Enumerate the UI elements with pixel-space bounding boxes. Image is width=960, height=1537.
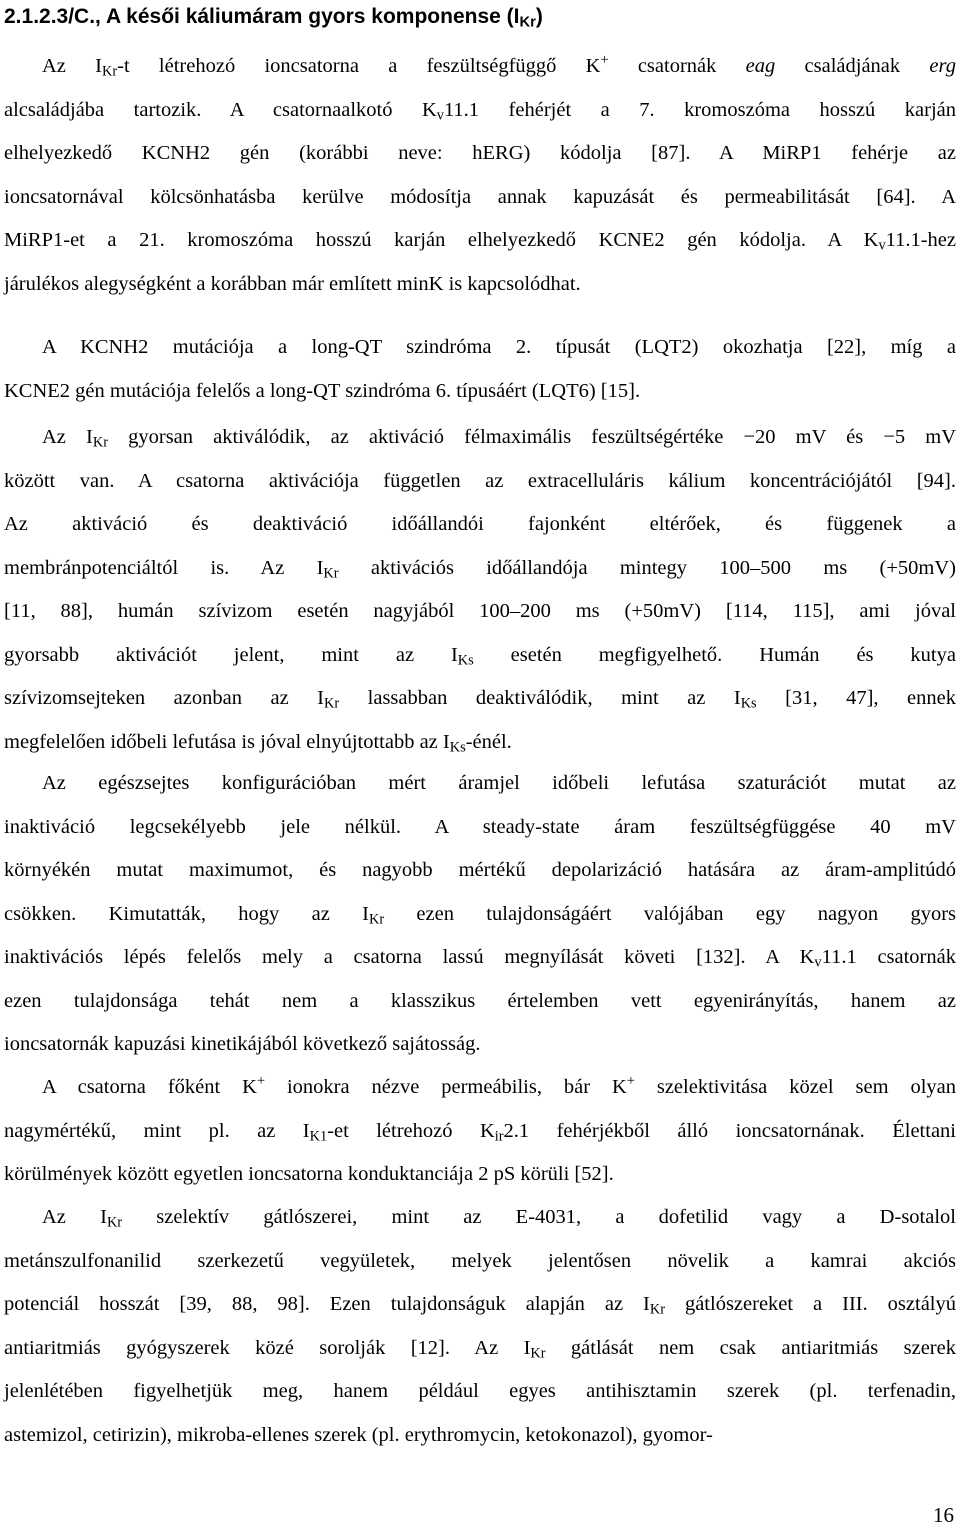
subscript: v [436,107,444,124]
paragraph [0,45,960,306]
text-run: ionokra nézve permeábilis, bár K [265,1076,627,1098]
text-run: szívizomsejteken azonban az I [4,687,325,709]
paragraph [0,416,960,764]
text-line [0,370,960,414]
text-line [0,936,960,980]
text-line [0,89,960,133]
text-line [0,1327,960,1371]
text-run: potenciál hosszát [39, 88, 98]. Ezen tulajdonságuk alapján az I [4,1293,650,1315]
text-run: aktivációs időállandója mintegy 100–500 ms (+50mV) [338,556,956,579]
text-run: astemizol, cetirizin), mikroba-ellenes szerek (pl. erythromycin, ketokonazol), gyomor- [4,1423,713,1446]
italic-term: eag [745,55,776,77]
text-line [0,176,960,220]
text-line [0,590,960,634]
text-run: 11.1-hez [885,229,956,251]
text-run: környékén mutat maximumot, és nagyobb mértékű depolarizáció hatására az áram-amplitúdó [4,859,956,881]
text-line [0,849,960,893]
text-run: Az aktiváció és deaktiváció időállandói fajonként eltérőek, és függenek a [4,513,956,535]
text-run: 11.1 csatornák [821,946,956,968]
text-run: Az egészsejtes konfigurációban mért áramjel időbeli lefutása szaturációt mutat az [42,772,956,794]
superscript: + [626,1073,635,1090]
text-run: elhelyezkedő KCNH2 gén (korábbi neve: hERG) kódolja [87]. A MiRP1 fehérje az [4,142,956,164]
text-line [0,132,960,176]
text-run: inaktiváció legcsekélyebb jele nélkül. A steady-state áram feszültségfüggése 40 mV [4,815,956,838]
text-line [0,1414,960,1458]
text-line [0,503,960,547]
text-run: szelektív gátlószerei, mint az E-4031, a dofetilid vagy a D-sotalol [122,1206,956,1228]
text-run: metánszulfonanilid szerkezetű vegyületek, melyek jelentősen növelik a kamrai akciós [4,1249,956,1272]
text-line [0,460,960,504]
subscript: Kr [324,695,340,712]
paragraph [0,1196,960,1457]
text-run: jelenlétében figyelhetjük meg, hanem például egyes antihisztamin szerek (pl. terfenadin, [4,1380,956,1402]
text-run: KCNE2 gén mutációja felelős a long-QT szindróma 6. típusáért (LQT6) [15]. [4,379,641,402]
text-run: -et létrehozó K [327,1119,495,1142]
text-line [0,1283,960,1327]
text-run: A KCNH2 mutációja a long-QT szindróma 2. típusát (LQT2) okozhatja [22], míg a [42,336,956,358]
text-run: membránpotenciáltól is. Az I [4,556,324,579]
text-run: alcsaládjába tartozik. A csatornaalkotó K [4,98,437,121]
text-run: Az I [42,1206,107,1228]
paragraph [0,1066,960,1197]
text-line [0,1153,960,1197]
subscript: Ks [457,652,474,669]
heading-subscript: Kr [519,14,536,31]
text-run: inaktivációs lépés felelős mely a csatorna lassú megnyílását követi [132]. A K [4,946,815,968]
text-run: körülmények között egyetlen ioncsatorna konduktanciája 2 pS körüli [52]. [4,1163,614,1185]
text-run: gyorsabb aktivációt jelent, mint az I [4,643,458,666]
section-heading [4,2,543,32]
text-run: lassabban deaktiválódik, mint az I [339,687,741,709]
text-line [0,1240,960,1284]
text-run: ioncsatornák kapuzási kinetikájából következő sajátosság. [4,1033,481,1055]
text-line [0,1110,960,1154]
text-run: ioncsatornával kölcsönhatásba kerülve módosítja annak kapuzását és permeabilitását [64]. A [4,185,956,208]
text-run: ezen tulajdonságáért valójában egy nagyon gyors [384,902,956,925]
text-run: családjának [775,55,930,77]
text-line [0,721,960,765]
paragraph [0,762,960,1067]
heading-suffix: ) [535,5,543,28]
subscript: v [814,954,822,971]
text-run: -énél. [465,730,512,753]
text-run: 11.1 fehérjét a 7. kromoszóma hosszú karján [443,98,956,121]
text-run: gátlását nem csak antiaritmiás szerek [545,1336,956,1359]
page-number: 16 [933,1503,954,1527]
text-line [0,762,960,806]
text-run: antiaritmiás gyógyszerek közé sorolják [12]. Az I [4,1336,531,1359]
subscript: Kr [530,1345,546,1362]
text-line [0,1023,960,1067]
subscript: Kr [323,565,339,582]
text-line [0,45,960,89]
text-line [0,980,960,1024]
text-run: gátlószereket a III. osztályú [665,1293,956,1315]
text-line [0,416,960,460]
text-line [0,1196,960,1240]
text-run: MiRP1-et a 21. kromoszóma hosszú karján elhelyezkedő KCNE2 gén kódolja. A K [4,229,879,251]
subscript: Kr [102,63,118,80]
text-line [0,806,960,850]
text-run: járulékos alegységként a korábban már említett minK is kapcsolódhat. [4,272,581,295]
superscript: + [256,1073,266,1090]
text-run: esetén megfigyelhető. Humán és kutya [473,643,956,666]
subscript: K1 [309,1128,328,1145]
paragraph [0,326,960,413]
text-run: Az I [42,426,93,448]
text-run: gyorsan aktiválódik, az aktiváció félmaximális feszültségértéke −20 mV és −5 mV [108,426,957,448]
heading-prefix: 2.1.2.3/C., A késői káliumáram gyors komponense (I [4,5,520,28]
subscript: Ks [449,739,466,756]
text-line [0,263,960,307]
text-run: [31, 47], ennek [756,687,957,709]
text-line [0,219,960,263]
text-line [0,547,960,591]
text-run: nagymértékű, mint pl. az I [4,1119,310,1142]
superscript: + [600,52,609,69]
text-run: 2.1 fehérjékből álló ioncsatornának. Élettani [503,1119,956,1142]
text-line [0,677,960,721]
text-run: szelektivitása közel sem olyan [634,1076,957,1098]
text-run: [11, 88], humán szívizom esetén nagyjából 100–200 ms (+50mV) [114, 115], ami jóval [4,600,956,622]
text-line [0,326,960,370]
text-run: A csatorna főként K [42,1076,257,1098]
subscript: Kr [368,911,385,928]
text-line [0,893,960,937]
text-run: csökken. Kimutatták, hogy az I [4,902,369,925]
subscript: Kr [649,1301,665,1318]
text-run: csatornák [608,55,746,77]
text-line [0,1370,960,1414]
subscript: Kr [106,1214,123,1231]
subscript: Kr [92,434,108,451]
subscript: ir [494,1128,504,1145]
text-run: között van. A csatorna aktivációja független az extracelluláris kálium koncentrációjától [94]. [4,469,956,492]
text-run: Az I [42,55,102,77]
italic-term: erg [929,55,956,77]
text-run: megfelelően időbeli lefutása is jóval elnyújtottabb az I [4,730,450,753]
text-line [0,1066,960,1110]
subscript: Ks [740,695,757,712]
text-line [0,634,960,678]
subscript: v [878,237,886,254]
text-run: ezen tulajdonsága tehát nem a klasszikus értelemben vett egyenirányítás, hanem az [4,989,956,1012]
text-run: -t létrehozó ioncsatorna a feszültségfüggő K [117,55,601,77]
